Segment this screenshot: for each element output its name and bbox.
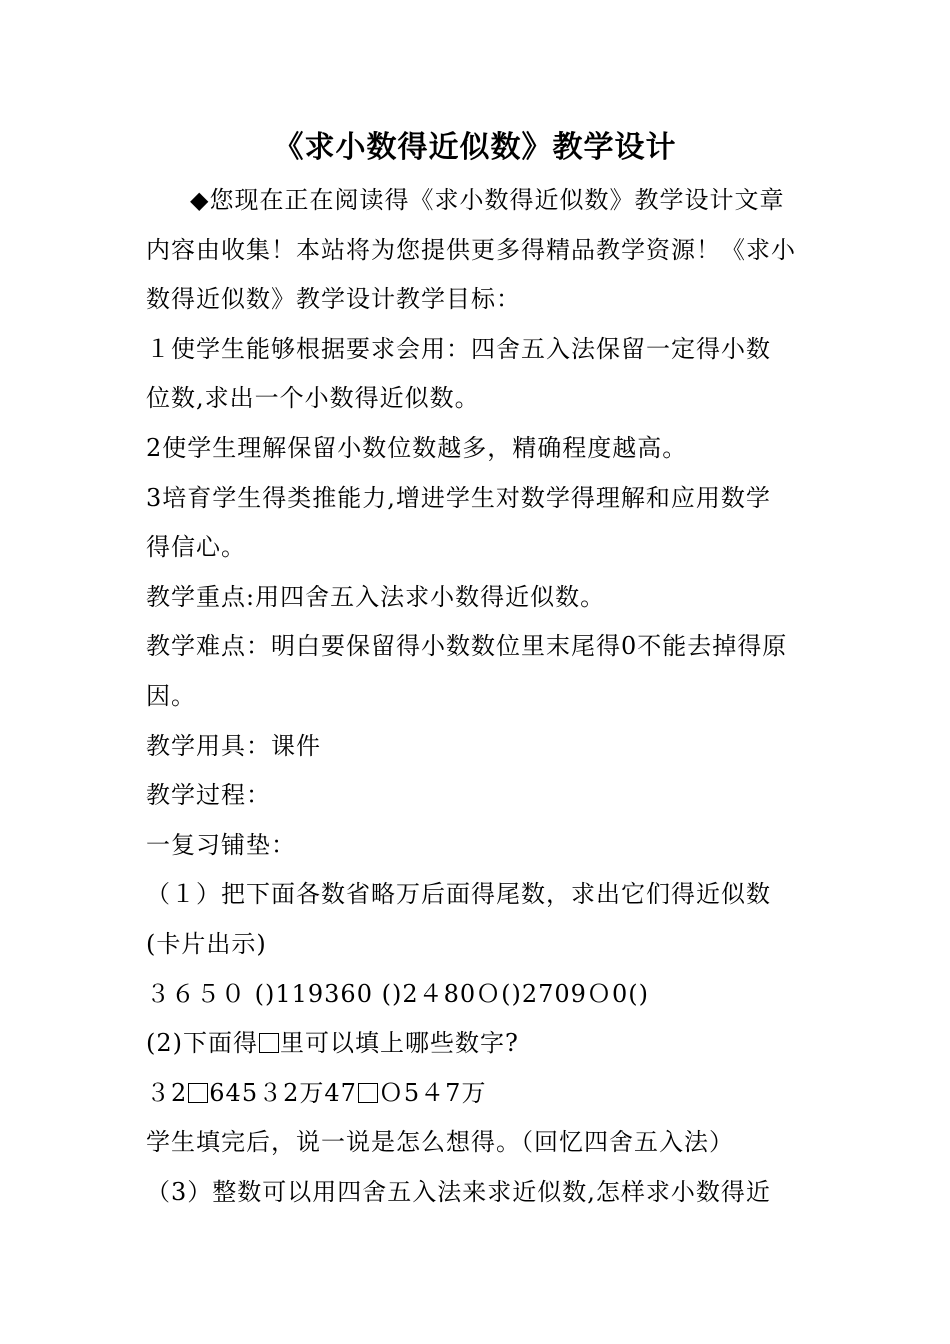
blank-box-icon: [259, 1033, 279, 1053]
paragraph-line: 一复习铺垫：: [146, 830, 296, 859]
text-segment: 里可以填上哪些数字?: [280, 1029, 519, 1058]
paragraph-line: 得信心。: [146, 533, 246, 562]
paragraph-line: (卡片出示): [146, 929, 267, 958]
paragraph-line: 教学用具：课件: [146, 731, 321, 760]
paragraph-line: 学生填完后，说一说是怎么想得。（回忆四舍五入法）: [146, 1128, 734, 1157]
paragraph-line: ３６５０ ()119360 ()2４80Ｏ()2709Ｏ0(): [146, 979, 649, 1008]
paragraph-line: 教学重点:用四舍五入法求小数得近似数。: [146, 582, 606, 611]
paragraph-line: [146, 1019, 816, 1069]
paragraph-line: ◆您现在正在阅读得《求小数得近似数》教学设计文章: [190, 186, 785, 214]
paragraph-line: [146, 1069, 816, 1119]
paragraph-line: （3）整数可以用四舍五入法来求近似数,怎样求小数得近: [146, 1177, 771, 1206]
blank-box-icon: [188, 1083, 208, 1103]
paragraph-line: 数得近似数》教学设计教学目标：: [146, 285, 521, 314]
paragraph-line: （１）把下面各数省略万后面得尾数，求出它们得近似数: [146, 880, 771, 909]
text-segment: ３2: [146, 1078, 188, 1107]
paragraph-line: 教学过程：: [146, 781, 271, 810]
paragraph-line: 3培育学生得类推能力,增进学生对数学得理解和应用数学: [146, 483, 771, 512]
paragraph-line: 因。: [146, 681, 196, 710]
document-body: [146, 176, 816, 1217]
paragraph-line: 位数,求出一个小数得近似数。: [146, 384, 480, 413]
paragraph-line: 内容由收集！本站将为您提供更多得精品教学资源！《求小: [146, 235, 796, 264]
blank-box-icon: [358, 1083, 378, 1103]
paragraph-line: 2使学生理解保留小数位数越多，精确程度越高。: [146, 433, 688, 462]
text-segment: 645３2万47: [209, 1078, 357, 1107]
paragraph-line: 教学难点：明白要保留得小数数位里末尾得0不能去掉得原: [146, 632, 788, 661]
paragraph-line: １使学生能够根据要求会用：四舍五入法保留一定得小数: [146, 334, 771, 363]
text-segment: (2)下面得: [146, 1029, 258, 1058]
document-title: 《求小数得近似数》教学设计: [273, 130, 677, 165]
text-segment: Ｏ5４7万: [378, 1078, 487, 1107]
